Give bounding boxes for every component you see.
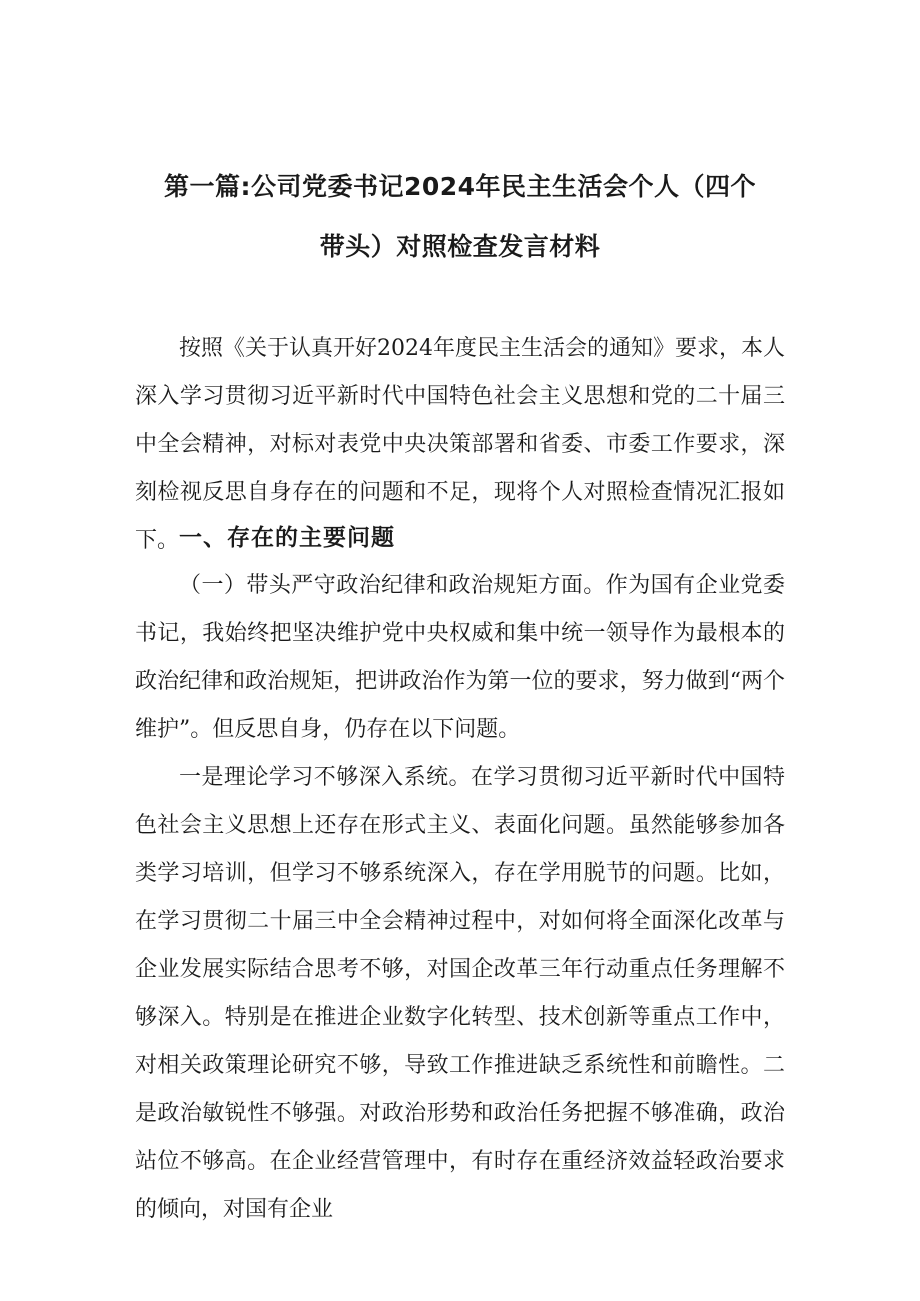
document-title-line-1: 第一篇:公司党委书记2024年民主生活会个人（四个 [163, 172, 757, 201]
problem-paragraph: 一是理论学习不够深入系统。在学习贯彻习近平新时代中国特色社会主义思想上还存在形式主义、表面化问题。虽然能够参加各类学习培训，但学习不够系统深入，存在学用脱节的问题。比如，在学习贯彻二十届三中全会精神过程中，对如何将全面深化改革与企业发展实际结合思考不够，对国企改革三年行动重点任务理解不够深入。特别是在推进企业数字化转型、技术创新等重点工作中，对相关政策理论研究不够，导致工作推进缺乏系统性和前瞻性。二是政治敏锐性不够强。对政治形势和政治任务把握不够准确，政治站位不够高。在企业经营管理中，有时存在重经济效益轻政治要求的倾向，对国有企业 [135, 765, 785, 1222]
subsection-paragraph: （一）带头严守政治纪律和政治规矩方面。作为国有企业党委书记，我始终把坚决维护党中央权威和集中统一领导作为最根本的政治纪律和政治规矩，把讲政治作为第一位的要求，努力做到“两个维护”。但反思自身，仍存在以下问题。 [135, 573, 785, 742]
document-title-line-2: 带头）对照检查发言材料 [319, 232, 601, 261]
intro-paragraph: 按照《关于认真开好2024年度民主生活会的通知》要求，本人深入学习贯彻习近平新时代中国特色社会主义思想和党的二十届三中全会精神，对标对表党中央决策部署和省委、市委工作要求，深刻检视反思自身存在的问题和不足，现将个人对照检查情况汇报如下。 [135, 336, 785, 553]
section-heading: 一、存在的主要问题 [179, 525, 395, 551]
